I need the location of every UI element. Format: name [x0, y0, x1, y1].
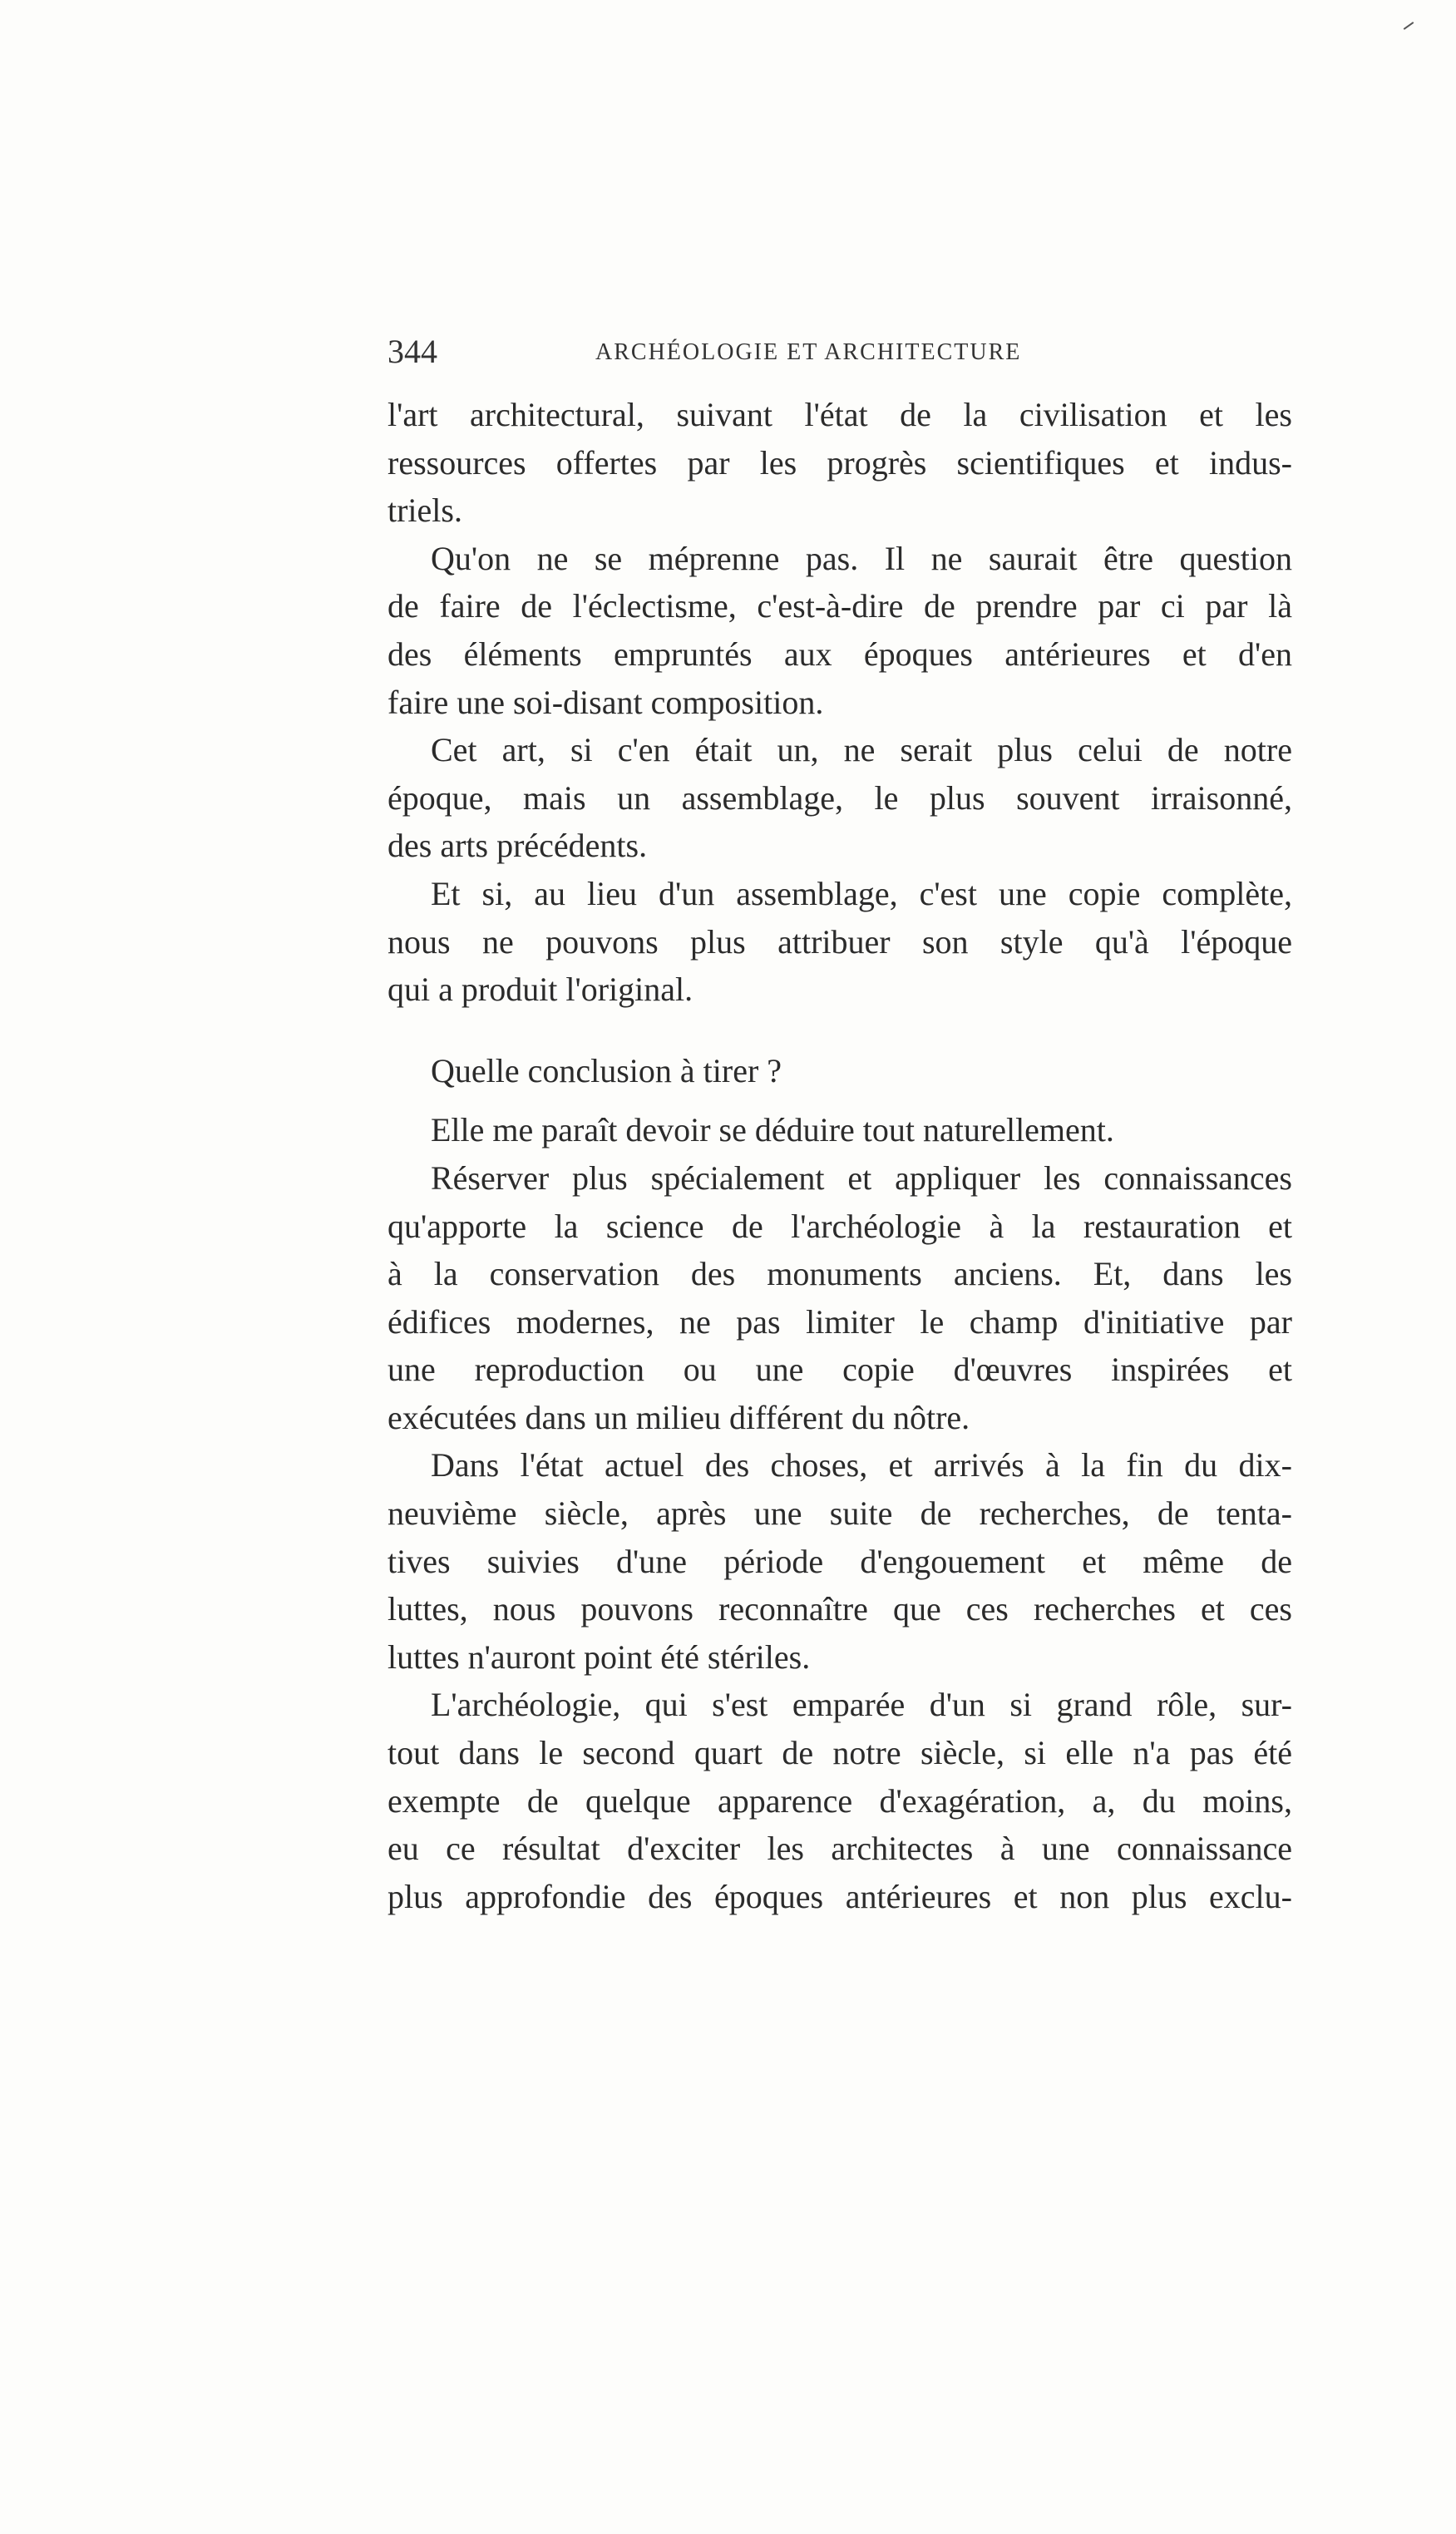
- text-line: époque, mais un assemblage, le plus souvent irraisonné,: [387, 778, 1292, 817]
- body-text: [387, 391, 1292, 1920]
- text-line: faire une soi-disant composition.: [387, 683, 824, 721]
- text-line: ressources offertes par les progrès scientifiques et indus-: [387, 443, 1292, 482]
- text-line: une reproduction ou une copie d'œuvres inspirées et: [387, 1351, 1292, 1389]
- paragraph: [387, 1106, 1292, 1154]
- text-line: Qu'on ne se méprenne pas. Il ne saurait être question: [431, 539, 1292, 577]
- scan-mark: [1404, 22, 1414, 30]
- section-gap: [387, 1014, 1292, 1047]
- page-header: [387, 331, 1131, 373]
- paragraph: [387, 1154, 1292, 1442]
- page-number: 344: [387, 333, 437, 370]
- text-line: des éléments empruntés aux époques antérieures et d'en: [387, 635, 1292, 673]
- paragraph: [387, 1441, 1292, 1681]
- text-line: tives suivies d'une période d'engouement et même de: [387, 1542, 1292, 1580]
- text-line: plus approfondie des époques antérieures et non plus exclu-: [387, 1877, 1292, 1915]
- text-line: tout dans le second quart de notre siècle, si elle n'a pas été: [387, 1734, 1292, 1772]
- text-line: des arts précédents.: [387, 827, 648, 865]
- paragraph: [387, 391, 1292, 535]
- running-head: ARCHÉOLOGIE ET ARCHITECTURE: [595, 339, 1022, 365]
- text-line: à la conservation des monuments anciens. Et, dans les: [387, 1255, 1292, 1293]
- text-line: L'archéologie, qui s'est emparée d'un si grand rôle, sur-: [431, 1686, 1292, 1724]
- text-line: qu'apporte la science de l'archéologie à la restauration et: [387, 1207, 1292, 1245]
- text-line: Réserver plus spécialement et appliquer les connaissances: [431, 1158, 1292, 1197]
- text-line: l'art architectural, suivant l'état de la civilisation et les: [387, 396, 1292, 433]
- text-line: exempte de quelque apparence d'exagération, a, du moins,: [387, 1781, 1292, 1820]
- paragraph: [387, 870, 1292, 1014]
- paragraph: [387, 1681, 1292, 1920]
- paragraph: [387, 1047, 1292, 1095]
- text-line: qui a produit l'original.: [387, 971, 693, 1009]
- text-line: Quelle conclusion à tirer ?: [431, 1051, 782, 1089]
- paragraph: [387, 535, 1292, 726]
- text-line: triels.: [387, 491, 462, 530]
- text-line: eu ce résultat d'exciter les architectes à une connaissance: [387, 1830, 1292, 1868]
- text-line: luttes n'auront point été stériles.: [387, 1637, 811, 1676]
- text-line: Et si, au lieu d'un assemblage, c'est une copie complète,: [431, 874, 1292, 912]
- text-line: nous ne pouvons plus attribuer son style qu'à l'époque: [387, 922, 1292, 961]
- text-line: Dans l'état actuel des choses, et arrivés à la fin du dix-: [431, 1446, 1292, 1484]
- text-line: édifices modernes, ne pas limiter le champ d'initiative par: [387, 1302, 1292, 1341]
- text-line: neuvième siècle, après une suite de recherches, de tenta-: [387, 1494, 1292, 1533]
- text-line: Cet art, si c'en était un, ne serait plus celui de notre: [431, 731, 1292, 769]
- text-line: luttes, nous pouvons reconnaître que ces recherches et ces: [387, 1590, 1292, 1628]
- paragraph: [387, 726, 1292, 870]
- text-line: Elle me paraît devoir se déduire tout naturellement.: [431, 1111, 1114, 1149]
- text-line: de faire de l'éclectisme, c'est-à-dire de prendre par ci par là: [387, 587, 1292, 625]
- text-line: exécutées dans un milieu différent du nôtre.: [387, 1398, 970, 1436]
